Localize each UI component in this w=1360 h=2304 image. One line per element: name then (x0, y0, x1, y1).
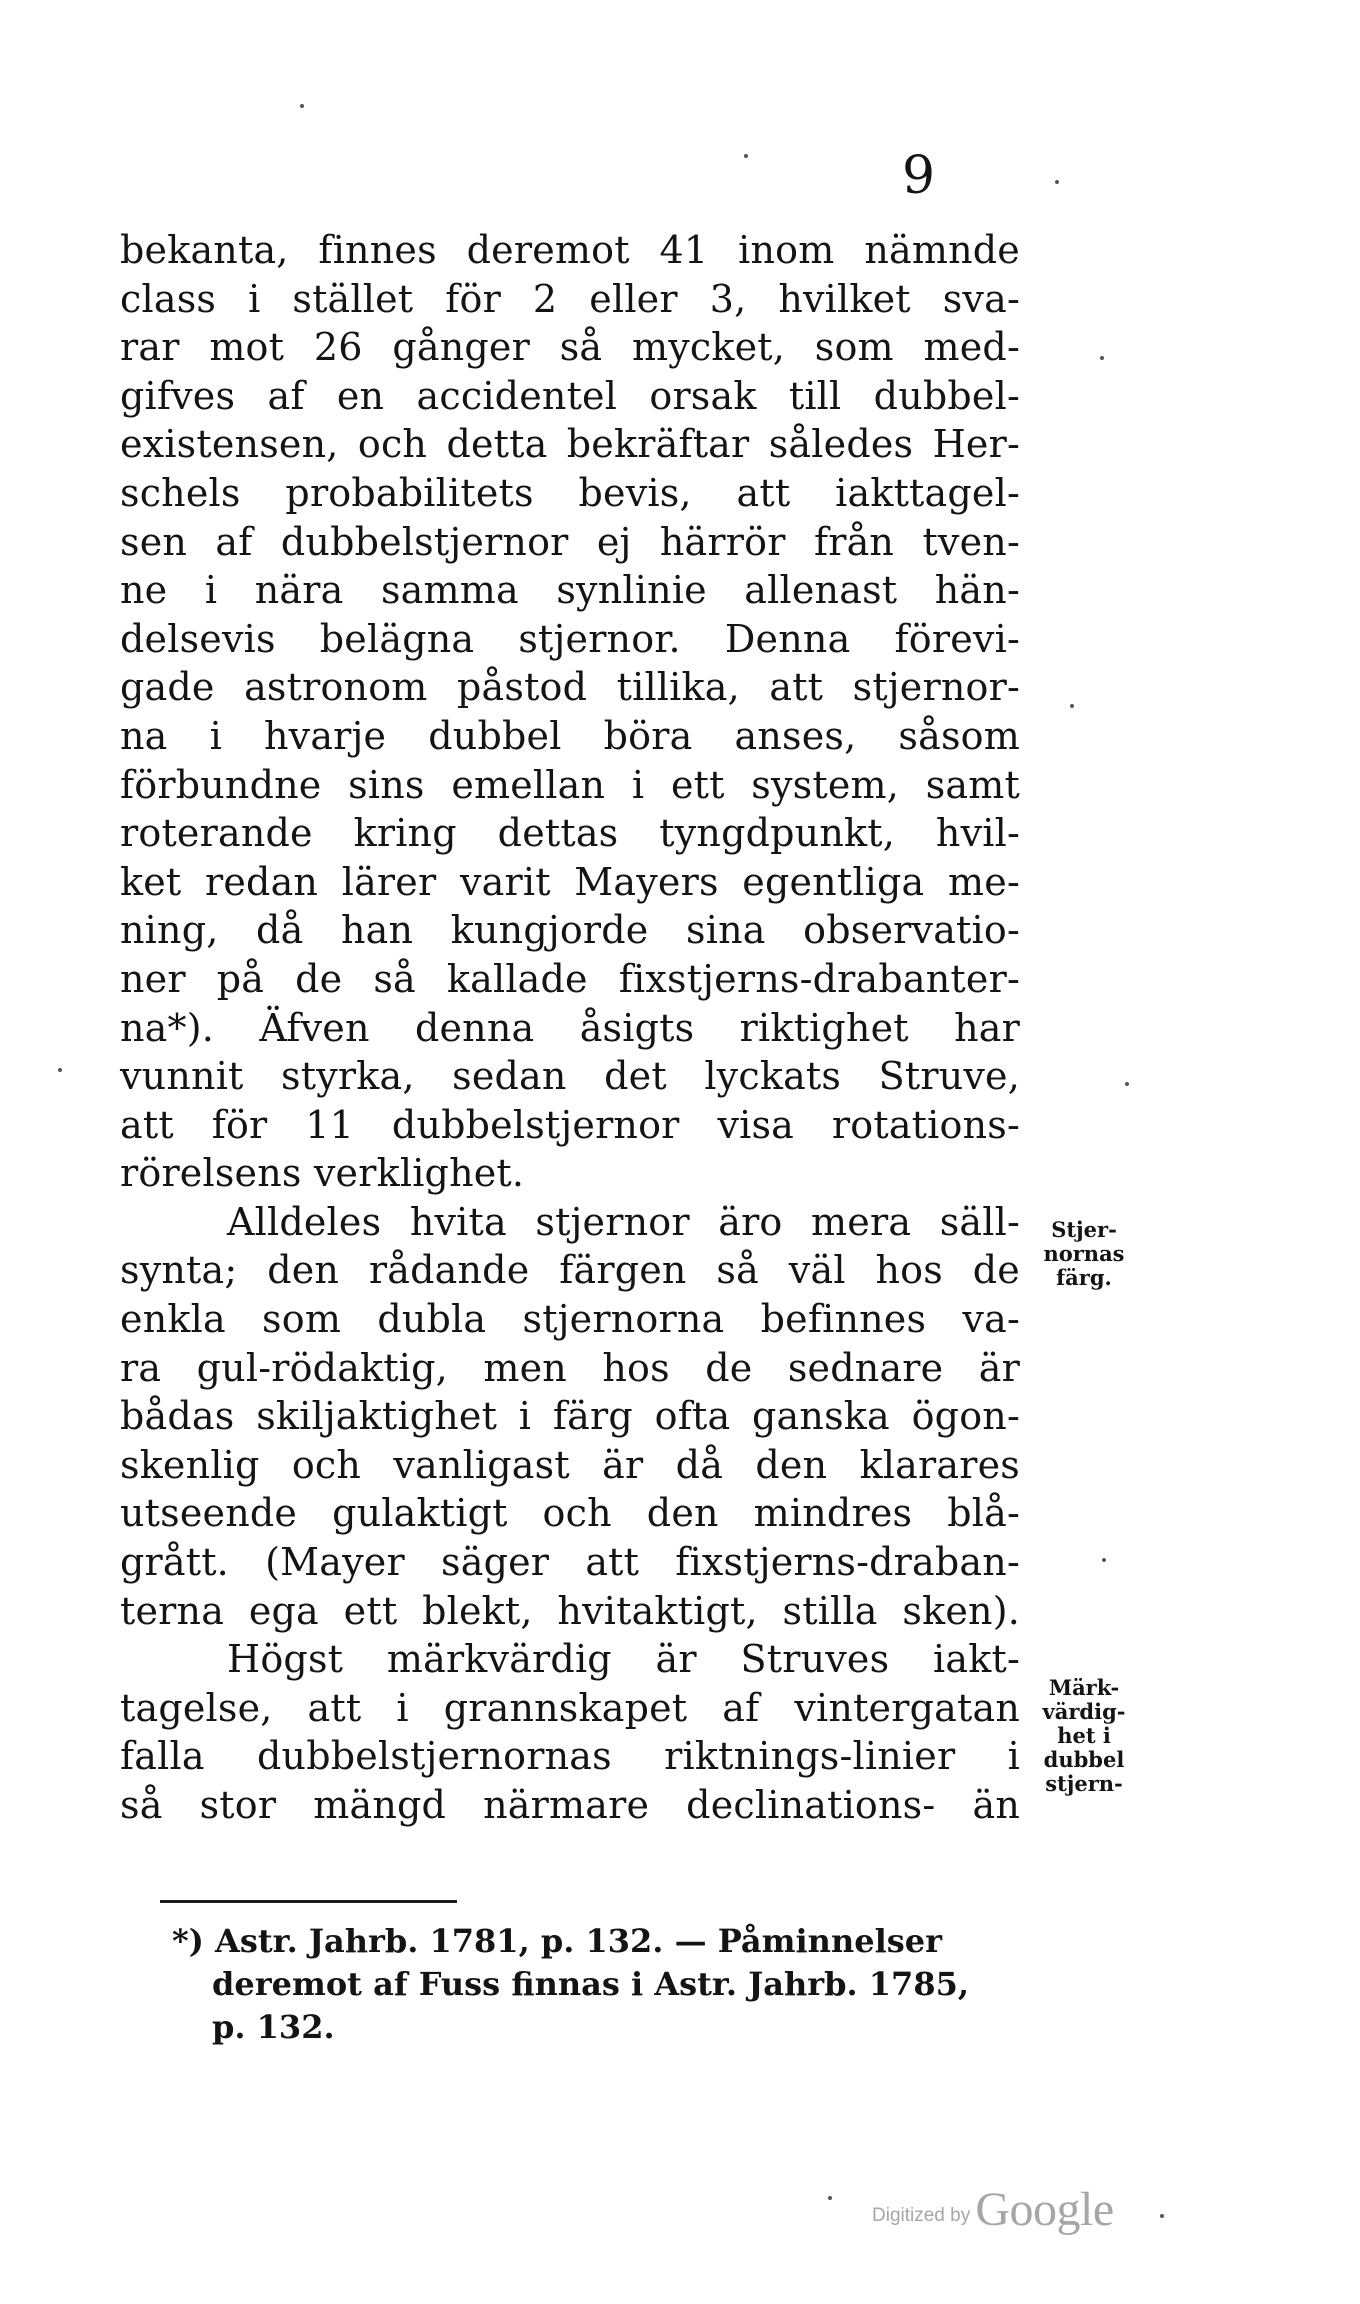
text-line: vunnit styrka, sedan det lyckats Struve, (120, 1054, 1020, 1099)
text-line: förbundne sins emellan i ett system, samt (120, 762, 1020, 807)
text-line: tagelse, att i grannskapet af vintergatan (120, 1685, 1020, 1730)
margin-note-remarkable (1034, 1676, 1134, 1796)
scan-speck (1102, 1558, 1106, 1562)
page-number: 9 (902, 146, 936, 206)
text-line: gifves af en accidentel orsak till dubbel- (120, 373, 1020, 418)
text-line: enkla som dubla stjernorna befinnes va- (120, 1297, 1020, 1342)
footnote-line: *) Astr. Jahrb. 1781, p. 132. — Påminnelser (172, 1922, 942, 1960)
footnote-line: deremot af Fuss finnas i Astr. Jahrb. 1785, (212, 1965, 969, 2003)
margin-note-line: het i (1057, 1723, 1111, 1748)
text-line: falla dubbelstjernornas riktnings-linier i (120, 1734, 1020, 1779)
text-line: ra gul-rödaktig, men hos de sednare är (120, 1345, 1020, 1390)
text-line: utseende gulaktigt och den mindres blå- (120, 1491, 1020, 1536)
text-line: rar mot 26 gånger så mycket, som med- (120, 325, 1020, 370)
digitized-watermark (872, 2182, 1114, 2237)
scan-speck (744, 154, 748, 158)
scan-speck (1125, 1082, 1129, 1086)
scan-speck (1100, 356, 1104, 360)
text-line: bådas skiljaktighet i färg ofta ganska ögon- (120, 1394, 1020, 1439)
text-line: terna ega ett blekt, hvitaktigt, stilla sken). (120, 1588, 1020, 1633)
text-line: synta; den rådande färgen så väl hos de (120, 1248, 1020, 1293)
scan-speck (828, 2196, 832, 2200)
text-line: class i stället för 2 eller 3, hvilket sva- (120, 276, 1020, 321)
margin-note-line: nornas (1043, 1241, 1125, 1266)
watermark-prefix: Digitized by (872, 2205, 971, 2226)
text-line: roterande kring dettas tyngdpunkt, hvil- (120, 811, 1020, 856)
text-line: så stor mängd närmare declinations- än (120, 1783, 1020, 1827)
margin-note-line: Stjer- (1051, 1217, 1117, 1242)
google-logo: Google (975, 2183, 1114, 2236)
body-text (120, 226, 1020, 1830)
text-line: Alldeles hvita stjernor äro mera säll- (227, 1199, 1020, 1244)
text-line: ne i nära samma synlinie allenast hän- (120, 568, 1020, 613)
margin-note-line: värdig- (1042, 1699, 1126, 1724)
scan-speck (58, 1068, 62, 1072)
text-line: bekanta, finnes deremot 41 inom nämnde (120, 228, 1020, 272)
text-line: skenlig och vanligast är då den klarares (120, 1442, 1020, 1487)
footnotes (172, 1920, 1012, 2049)
text-line: schels probabilitets bevis, att iakttagel- (120, 470, 1020, 515)
footnote-divider (160, 1900, 457, 1903)
margin-note-line: stjern- (1045, 1771, 1123, 1796)
text-line: existensen, och detta bekräftar således Her- (120, 422, 1020, 467)
text-line: sen af dubbelstjernor ej härrör från tven- (120, 519, 1020, 564)
text-line: delsevis belägna stjernor. Denna förevi- (120, 616, 1020, 661)
text-line: ning, då han kungjorde sina observatio- (120, 908, 1020, 953)
text-line: na i hvarje dubbel böra anses, såsom (120, 713, 1020, 758)
text-line: na*). Äfven denna åsigts riktighet har (120, 1005, 1020, 1050)
scan-speck (300, 104, 304, 108)
margin-note-line: färg. (1056, 1265, 1112, 1290)
footnote-line: p. 132. (212, 2008, 335, 2046)
margin-note-star-colour (1034, 1218, 1134, 1290)
text-line: ket redan lärer varit Mayers egentliga me- (120, 859, 1020, 904)
text-line: ner på de så kallade fixstjerns-drabanter- (120, 956, 1020, 1001)
text-line: gade astronom påstod tillika, att stjernor- (120, 665, 1020, 710)
text-line: rörelsens verklighet. (120, 1151, 525, 1196)
scan-speck (1070, 704, 1074, 708)
text-line: att för 11 dubbelstjernor visa rotations- (120, 1102, 1020, 1147)
text-line: grått. (Mayer säger att fixstjerns-draban- (120, 1540, 1020, 1585)
scan-speck (1055, 180, 1059, 184)
margin-note-line: dubbel (1043, 1747, 1125, 1772)
scan-speck (1160, 2214, 1164, 2218)
text-line: Högst märkvärdig är Struves iakt- (227, 1637, 1020, 1682)
margin-note-line: Märk- (1048, 1675, 1120, 1700)
